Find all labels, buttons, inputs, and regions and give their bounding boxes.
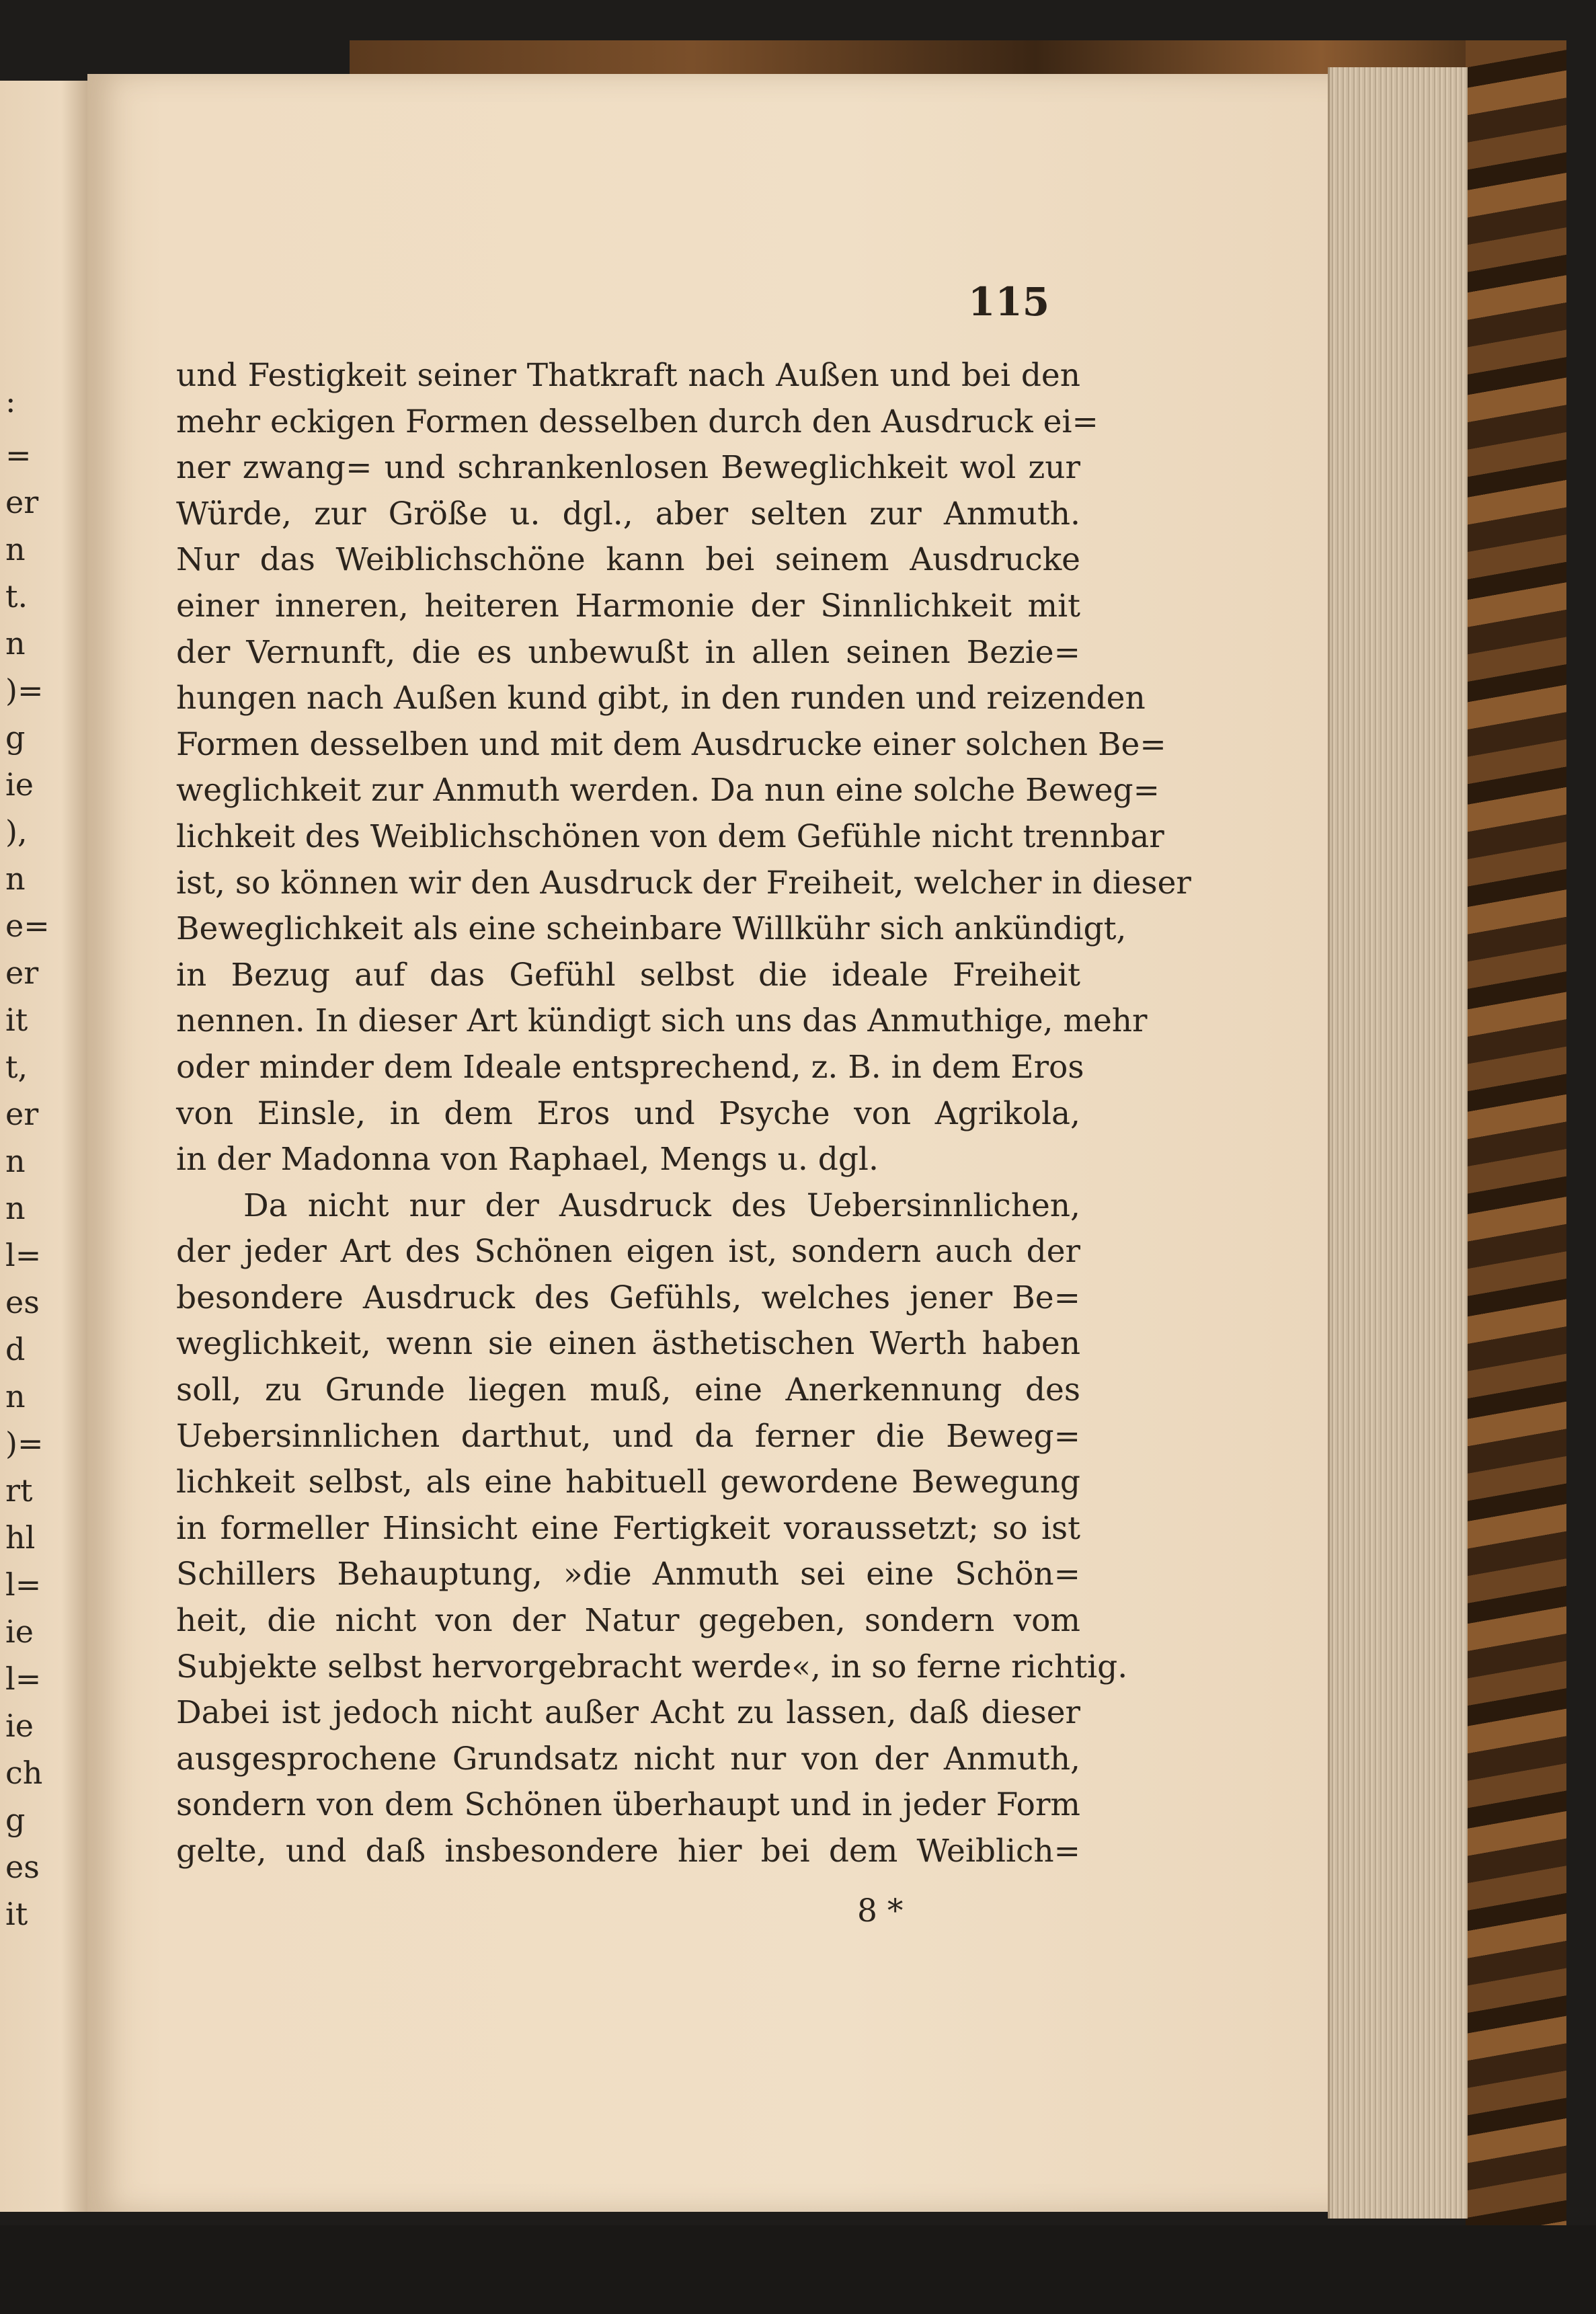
text-line: einer inneren, heiteren Harmonie der Sinnlichkeit mit xyxy=(176,587,1080,625)
text-line: ausgesprochene Grundsatz nicht nur von der Anmuth, xyxy=(176,1740,1080,1778)
left-page-fragment: es xyxy=(5,1284,40,1320)
text-line: gelte, und daß insbesondere hier bei dem Weiblich= xyxy=(176,1833,1080,1870)
left-page-fragment: er xyxy=(5,484,39,520)
left-page-fragment: er xyxy=(5,955,39,991)
page-stack-edges xyxy=(1328,67,1468,2219)
text-line: Uebersinnlichen darthut, und da ferner die Beweg= xyxy=(176,1417,1080,1455)
left-page-fragment: t, xyxy=(5,1049,28,1085)
left-page-fragment: n xyxy=(5,1378,26,1414)
left-page-fragment: n xyxy=(5,531,26,567)
text-line: soll, zu Grunde liegen muß, eine Anerkennung des xyxy=(176,1371,1080,1409)
left-page-fragment: = xyxy=(5,437,32,473)
text-line: und Festigkeit seiner Thatkraft nach Außen und bei den xyxy=(176,357,1080,394)
text-line: in der Madonna von Raphael, Mengs u. dgl. xyxy=(176,1141,879,1179)
background-bottom xyxy=(0,2225,1596,2314)
text-line: ist, so können wir den Ausdruck der Freiheit, welcher in dieser xyxy=(176,864,1191,902)
left-page-fragment: l= xyxy=(5,1566,42,1603)
left-page-fragment: n xyxy=(5,1190,26,1226)
text-line: von Einsle, in dem Eros und Psyche von Agrikola, xyxy=(176,1094,1080,1132)
left-page-fragment: )= xyxy=(5,1425,44,1462)
text-line: der jeder Art des Schönen eigen ist, sondern auch der xyxy=(176,1233,1080,1271)
text-line: lichkeit selbst, als eine habituell gewordene Bewegung xyxy=(176,1464,1080,1501)
text-line: mehr eckigen Formen desselben durch den Ausdruck ei= xyxy=(176,403,1099,440)
left-page-fragment: e= xyxy=(5,908,50,944)
text-line: Subjekte selbst hervorgebracht werde«, in so ferne richtig. xyxy=(176,1648,1128,1685)
page-number: 115 xyxy=(968,279,1050,325)
text-line: hungen nach Außen kund gibt, in den runden und reizenden xyxy=(176,680,1146,717)
left-page-fragment: d xyxy=(5,1331,26,1367)
left-page-edge xyxy=(0,81,90,2212)
left-page-fragment: n xyxy=(5,625,26,662)
left-page-fragment: it xyxy=(5,1002,28,1038)
text-line: in Bezug auf das Gefühl selbst die ideale Freiheit xyxy=(176,956,1080,994)
text-line: Würde, zur Größe u. dgl., aber selten zur Anmuth. xyxy=(176,495,1080,532)
left-page-fragment: ie xyxy=(5,766,34,803)
left-page-fragment: ie xyxy=(5,1613,34,1650)
text-line: oder minder dem Ideale entsprechend, z. B. in dem Eros xyxy=(176,1048,1084,1086)
text-line: besondere Ausdruck des Gefühls, welches jener Be= xyxy=(176,1279,1080,1316)
text-line: Da nicht nur der Ausdruck des Uebersinnlichen, xyxy=(243,1187,1080,1224)
text-line: Formen desselben und mit dem Ausdrucke einer solchen Be= xyxy=(176,725,1166,763)
left-page-fragment: : xyxy=(5,383,16,420)
text-line: sondern von dem Schönen überhaupt und in jeder Form xyxy=(176,1786,1080,1824)
left-page-fragment: n xyxy=(5,861,26,897)
left-page-fragment: it xyxy=(5,1896,28,1932)
left-page-fragment: t. xyxy=(5,578,28,614)
left-page-fragment: er xyxy=(5,1096,39,1132)
left-page-fragment: l= xyxy=(5,1237,42,1273)
left-page-fragment: n xyxy=(5,1143,26,1179)
text-line: ner zwang= und schrankenlosen Beweglichkeit wol zur xyxy=(176,449,1080,487)
left-page-fragment: rt xyxy=(5,1472,33,1509)
printer-signature-mark: 8 * xyxy=(857,1892,904,1929)
text-line: Nur das Weiblichschöne kann bei seinem Ausdrucke xyxy=(176,541,1080,579)
text-line: nennen. In dieser Art kündigt sich uns das Anmuthige, mehr xyxy=(176,1002,1148,1040)
text-line: der Vernunft, die es unbewußt in allen seinen Bezie= xyxy=(176,633,1080,671)
left-page-fragment: ch xyxy=(5,1755,43,1791)
text-line: Schillers Behauptung, »die Anmuth sei eine Schön= xyxy=(176,1556,1080,1593)
book-cover-right xyxy=(1466,40,1566,2225)
left-page-fragment: ), xyxy=(5,813,28,850)
text-line: heit, die nicht von der Natur gegeben, sondern vom xyxy=(176,1602,1080,1640)
left-page-fragment: g xyxy=(5,719,26,756)
text-line: lichkeit des Weiblichschönen von dem Gefühle nicht trennbar xyxy=(176,817,1164,855)
body-text xyxy=(176,353,1191,1875)
left-page-fragment: ie xyxy=(5,1708,34,1744)
left-page-fragment: )= xyxy=(5,672,44,709)
left-page-fragment: g xyxy=(5,1802,26,1838)
text-line: weglichkeit, wenn sie einen ästhetischen Werth haben xyxy=(176,1325,1080,1363)
left-page-fragment: es xyxy=(5,1849,40,1885)
text-line: weglichkeit zur Anmuth werden. Da nun eine solche Beweg= xyxy=(176,772,1160,809)
text-line: Dabei ist jedoch nicht außer Acht zu lassen, daß dieser xyxy=(176,1694,1080,1732)
left-page-fragment: hl xyxy=(5,1519,36,1556)
left-page-fragment: l= xyxy=(5,1661,42,1697)
text-line: Beweglichkeit als eine scheinbare Willkühr sich ankündigt, xyxy=(176,910,1127,948)
text-line: in formeller Hinsicht eine Fertigkeit voraussetzt; so ist xyxy=(176,1509,1080,1547)
